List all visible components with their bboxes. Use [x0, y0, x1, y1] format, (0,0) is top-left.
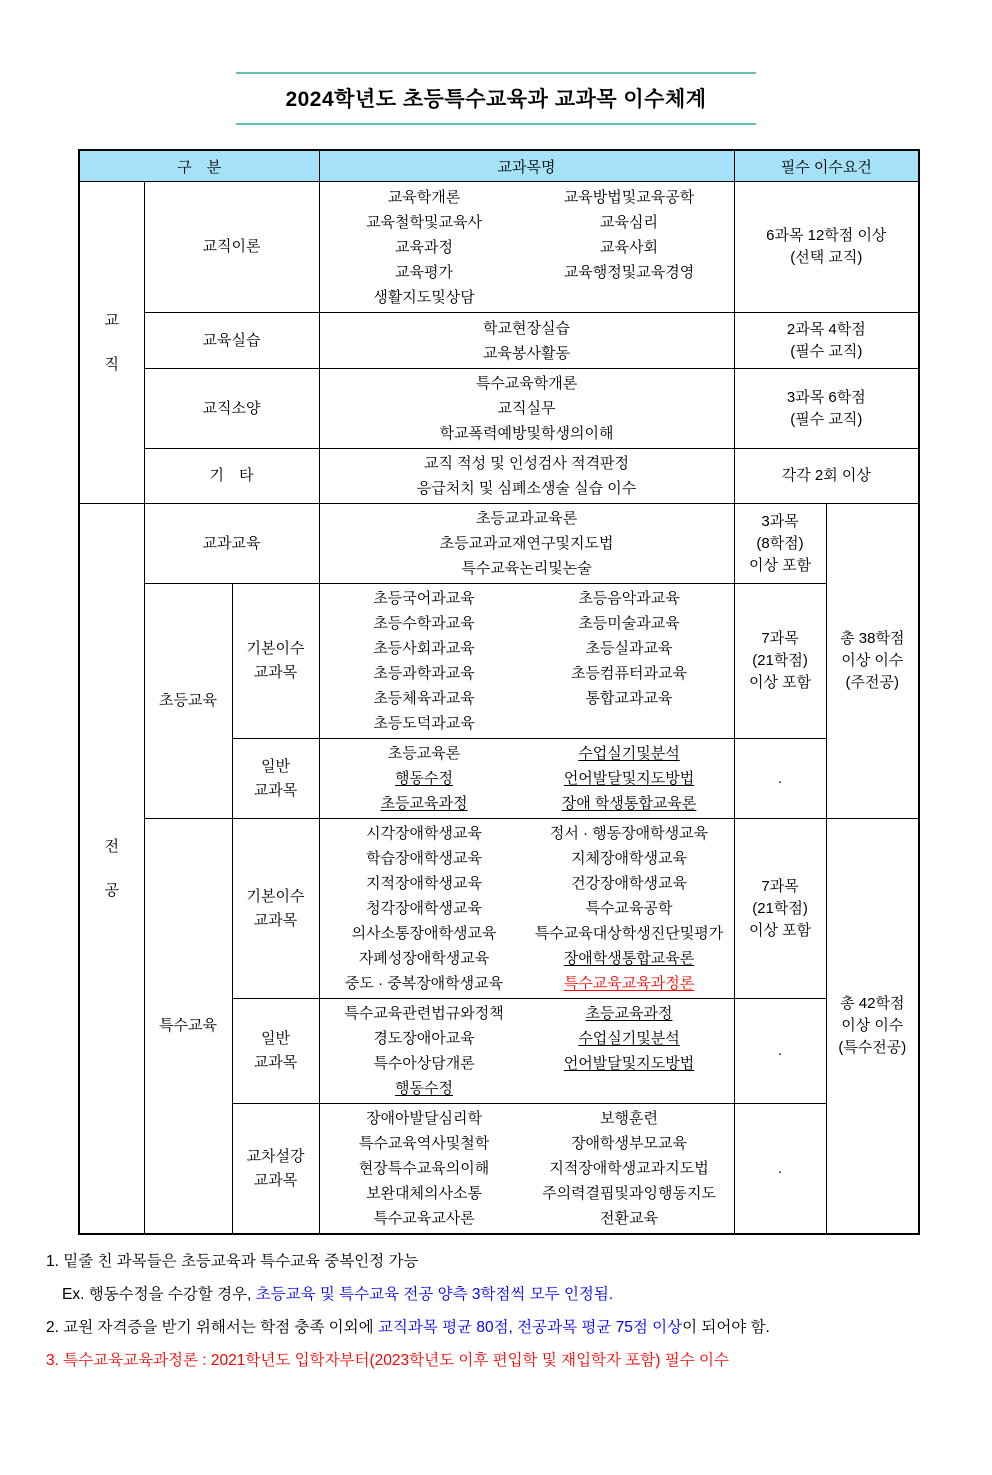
course-item: 학교폭력예방및학생의이해	[439, 425, 614, 442]
row-label-text: 교차설강	[246, 1147, 305, 1165]
courses-cell-teuksu-basic	[319, 819, 734, 999]
row-label-text: 교과목	[253, 664, 298, 681]
footnote-segment: 초등교육 및 특수교육 전공 양측 3학점씩 모두 인정됨.	[255, 1286, 614, 1303]
course-item: 초등교육과정	[585, 1005, 673, 1022]
total-credit-text: (주전공)	[845, 674, 900, 691]
courses-cell-chodeung-basic	[319, 584, 734, 739]
row-label-text: 기 타	[209, 467, 254, 484]
row-label-gyocha	[232, 1104, 319, 1235]
course-item: 특수교육교육과정론	[563, 975, 695, 992]
course-item: 초등도덕과교육	[373, 715, 475, 732]
row-label-text: 교직소양	[202, 399, 261, 417]
total-credit-text: 이상 이수	[841, 1017, 904, 1034]
course-item: 응급처치 및 심폐소생술 실습 이수	[416, 480, 637, 497]
course-item: 지적장애학생교과지도법	[549, 1160, 709, 1177]
subgroup-label-teuksu	[144, 819, 232, 1235]
footnote-segment: 3. 특수교육교육과정론 : 2021학년도 입학자부터(2023학년도 이후 편입학 및 재입학자 포함) 필수 이수	[46, 1352, 729, 1369]
requirement-text: .	[777, 1042, 783, 1059]
course-item: 초등수학과교육	[373, 615, 475, 632]
requirement-text: 7과목	[761, 877, 799, 895]
course-item: 보행훈련	[600, 1110, 659, 1127]
table-row	[79, 584, 919, 739]
table-row	[79, 313, 919, 369]
requirement-text: 3과목 6학점	[786, 388, 866, 406]
group-label-gyojik	[79, 182, 144, 504]
requirement-text: (21학점)	[752, 899, 808, 917]
course-item: 경도장애아교육	[373, 1030, 475, 1047]
document-title-block	[236, 72, 756, 125]
course-item: 장애아발달심리학	[366, 1110, 482, 1127]
course-item: 특수교육논리및논술	[461, 560, 592, 577]
course-item: 중도 · 중복장애학생교육	[344, 975, 504, 992]
course-item: 보완대체의사소통	[366, 1185, 482, 1202]
requirement-text: (필수 교직)	[790, 342, 863, 360]
course-item: 교육학개론	[387, 188, 461, 206]
course-item: 수업실기및분석	[578, 1030, 680, 1047]
course-item: 학교현장실습	[483, 319, 570, 337]
course-item: 특수아상담개론	[373, 1055, 475, 1072]
requirement-text: 이상 포함	[748, 674, 812, 691]
requirement-text: 2과목 4학점	[786, 320, 866, 338]
row-label-text: 교육실습	[202, 331, 261, 349]
course-item: 초등교과교육론	[475, 510, 578, 527]
courses-cell-gita	[319, 449, 734, 504]
requirement-cell-gyogwa-gyoyuk	[734, 504, 826, 584]
course-item: 지적장애학생교육	[366, 875, 482, 892]
courses-cell-teuksu-general	[319, 999, 734, 1104]
row-label-gyojik-iron	[144, 182, 319, 313]
footnote-1-example	[46, 1278, 992, 1311]
footnote-1	[46, 1245, 992, 1278]
course-item: 교직 적성 및 인성검사 적격판정	[424, 455, 630, 472]
course-item: 장애학생통합교육론	[563, 950, 695, 967]
row-label-teuksu-general	[232, 999, 319, 1104]
row-label-gyojik-soyang	[144, 369, 319, 449]
course-item: 교육사회	[600, 238, 659, 256]
row-label-gyoyuk-silseup	[144, 313, 319, 369]
requirement-text: 3과목	[761, 512, 799, 530]
page-title: 2024학년도 초등특수교육과 교과목 이수체계	[285, 88, 707, 111]
row-label-chodeung-general	[232, 739, 319, 819]
subgroup-label-chodeung	[144, 584, 232, 819]
footnotes	[46, 1245, 992, 1377]
requirement-text: .	[777, 769, 783, 787]
title-bottom-rule	[236, 123, 756, 125]
course-item: 특수교육대상학생진단및평가	[534, 925, 724, 942]
course-item: 초등교육과정	[380, 795, 468, 812]
course-item: 특수교육공학	[585, 900, 673, 917]
course-item: 현장특수교육의이해	[358, 1160, 490, 1177]
row-label-teuksu-basic	[232, 819, 319, 999]
course-item: 교직실무	[497, 400, 556, 417]
requirement-text: (21학점)	[752, 652, 808, 669]
total-credit-text: 총 42학점	[840, 995, 905, 1012]
courses-cell-gyocha	[319, 1104, 734, 1235]
row-label-gyogwa-gyoyuk	[144, 504, 319, 584]
footnote-segment: Ex. 행동수정을 수강할 경우,	[62, 1286, 256, 1303]
group-label-char: 직	[104, 355, 119, 373]
course-item: 행동수정	[395, 770, 454, 787]
group-label-jeongong	[79, 504, 144, 1235]
row-label-text: 교과목	[253, 781, 298, 799]
course-item: 초등컴퓨터과교육	[571, 665, 687, 682]
requirement-text: 이상 포함	[748, 556, 812, 574]
requirement-cell-gyocha	[734, 1104, 826, 1235]
course-item: 초등사회과교육	[373, 640, 475, 657]
requirement-text: .	[777, 1159, 783, 1177]
footnote-segment: 2. 교원 자격증을 받기 위해서는 학점 충족 이외에	[46, 1319, 378, 1336]
course-item: 초등교과교재연구및지도법	[439, 535, 614, 552]
course-item: 학습장애학생교육	[366, 850, 482, 867]
course-item: 특수교육역사및철학	[358, 1135, 490, 1152]
group-label-char: 전	[104, 837, 119, 855]
row-label-text: 일반	[261, 1030, 290, 1047]
total-credit-cell-jujeongong	[826, 504, 919, 819]
requirement-text: (선택 교직)	[790, 249, 863, 266]
course-item: 건강장애학생교육	[571, 875, 687, 892]
requirement-cell-chodeung-basic	[734, 584, 826, 739]
course-item: 통합교과교육	[585, 690, 673, 707]
course-item: 교육행정및교육경영	[563, 263, 695, 281]
row-label-chodeung-basic	[232, 584, 319, 739]
course-item: 시각장애학생교육	[366, 825, 482, 842]
course-item: 청각장애학생교육	[366, 900, 482, 917]
requirement-cell-gyoyuk-silseup	[734, 313, 919, 369]
row-label-gita	[144, 449, 319, 504]
requirement-cell-teuksu-basic	[734, 819, 826, 999]
group-label-char: 공	[104, 881, 119, 899]
requirement-text: (필수 교직)	[790, 410, 863, 428]
course-item: 초등음악과교육	[578, 590, 680, 607]
course-item: 언어발달및지도방법	[563, 770, 695, 787]
courses-cell-gyoyuk-silseup	[319, 313, 734, 369]
course-item: 장애학생부모교육	[571, 1135, 687, 1152]
footnote-segment: 교직과목 평균 80점, 전공과목 평균 75점 이상	[377, 1319, 683, 1336]
row-label-text: 교과목	[253, 1171, 298, 1189]
requirement-cell-gita	[734, 449, 919, 504]
requirement-cell-teuksu-general	[734, 999, 826, 1104]
table-row	[79, 504, 919, 584]
course-item: 초등체육과교육	[373, 690, 475, 707]
courses-cell-gyojik-soyang	[319, 369, 734, 449]
course-item: 장애 학생통합교육론	[561, 795, 697, 812]
row-label-text: 교과목	[253, 1054, 298, 1071]
table-header-row	[79, 150, 919, 182]
row-label-text: 기본이수	[246, 640, 305, 657]
table-row	[79, 182, 919, 313]
footnote-3	[46, 1344, 992, 1377]
course-item: 주의력결핍및과잉행동지도	[542, 1185, 716, 1202]
requirement-text: 이상 포함	[748, 921, 812, 939]
course-item: 자폐성장애학생교육	[358, 950, 490, 967]
course-item: 특수교육교사론	[373, 1210, 475, 1227]
row-label-text: 교과교육	[202, 534, 261, 552]
course-item: 초등과학과교육	[373, 665, 475, 682]
requirement-cell-gyojik-iron	[734, 182, 919, 313]
courses-cell-gyojik-iron	[319, 182, 734, 313]
requirement-text: 7과목	[761, 630, 799, 647]
subgroup-label-text: 초등교육	[159, 692, 217, 709]
total-credit-cell-teuksujeongong	[826, 819, 919, 1235]
course-item: 교육심리	[600, 213, 659, 231]
column-header-category: 구 분	[79, 150, 319, 182]
course-item: 초등교육론	[387, 745, 461, 762]
column-header-requirement: 필수 이수요건	[734, 150, 919, 182]
course-item: 교육봉사활동	[483, 344, 570, 362]
course-item: 초등실과교육	[585, 640, 673, 657]
course-item: 교육방법및교육공학	[563, 188, 695, 206]
course-item: 특수교육학개론	[475, 375, 578, 392]
subgroup-label-text: 특수교육	[159, 1017, 217, 1034]
footnote-segment: 이 되어야 함.	[682, 1319, 770, 1336]
total-credit-text: (특수전공)	[838, 1039, 907, 1056]
course-item: 교육과정	[395, 238, 454, 256]
course-item: 정서 · 행동장애학생교육	[549, 825, 709, 842]
requirement-cell-gyojik-soyang	[734, 369, 919, 449]
row-label-text: 일반	[261, 757, 290, 775]
total-credit-text: 이상 이수	[841, 652, 904, 669]
group-label-char: 교	[104, 311, 119, 329]
course-item: 교육평가	[395, 263, 454, 281]
row-label-text: 교직이론	[202, 238, 261, 255]
course-item: 특수교육관련법규와정책	[344, 1005, 504, 1022]
courses-cell-gyogwa-gyoyuk	[319, 504, 734, 584]
courses-cell-chodeung-general	[319, 739, 734, 819]
course-item: 초등미술과교육	[578, 615, 680, 632]
row-label-text: 기본이수	[246, 887, 305, 905]
requirement-text: 각각 2회 이상	[781, 467, 871, 484]
curriculum-table	[78, 149, 920, 1235]
footnote-2	[46, 1311, 992, 1344]
requirement-text: 6과목 12학점 이상	[766, 227, 887, 244]
footnote-segment: 1. 밑줄 친 과목들은 초등교육과 특수교육 중복인정 가능	[46, 1253, 419, 1270]
table-row	[79, 819, 919, 999]
course-item: 의사소통장애학생교육	[351, 925, 497, 942]
total-credit-text: 총 38학점	[840, 630, 905, 647]
course-item: 초등국어과교육	[373, 590, 475, 607]
course-item: 전환교육	[600, 1210, 659, 1227]
course-item: 언어발달및지도방법	[563, 1055, 695, 1072]
course-item: 생활지도및상담	[373, 288, 475, 306]
requirement-text: (8학점)	[756, 534, 804, 552]
course-item: 수업실기및분석	[578, 745, 680, 762]
table-row	[79, 369, 919, 449]
column-header-course: 교과목명	[319, 150, 734, 182]
course-item: 지체장애학생교육	[571, 850, 687, 867]
course-item: 교육철학및교육사	[366, 213, 482, 231]
course-item: 행동수정	[395, 1080, 454, 1097]
row-label-text: 교과목	[253, 911, 298, 929]
requirement-cell-chodeung-general	[734, 739, 826, 819]
table-row	[79, 449, 919, 504]
